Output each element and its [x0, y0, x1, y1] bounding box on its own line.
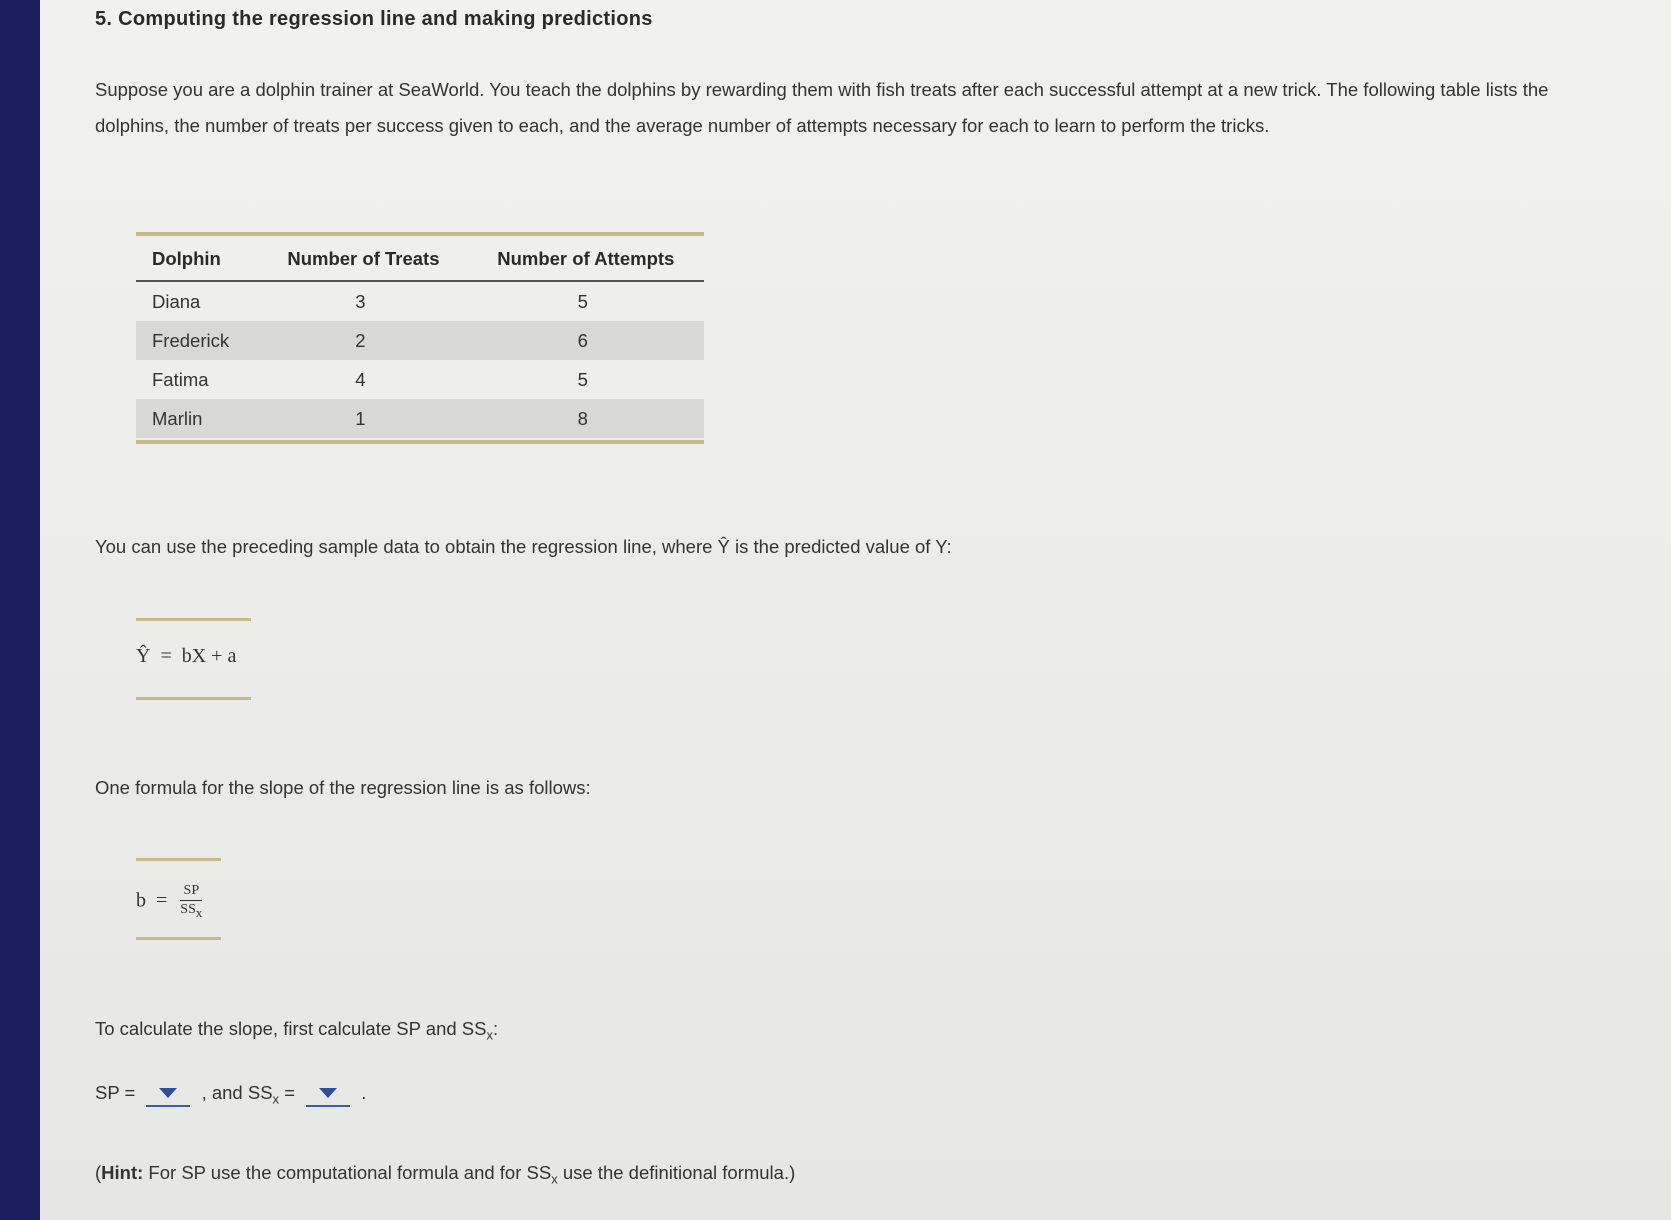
slope-denominator: $SS_x$	[180, 902, 203, 920]
question-intro: Suppose you are a dolphin trainer at SeaWorld. You teach the dolphins by rewarding them with fish treats after each successful attempt at a new trick. The following table lists the dolphins, the number of treats per success given to each, and the average number of attempts necessary for each to learn to perform the tricks.	[95, 79, 1549, 136]
left-sidebar-bar	[0, 0, 40, 1220]
dolphin-name: Frederick	[136, 321, 259, 360]
slope-formula	[136, 883, 202, 921]
answer-line	[95, 1082, 366, 1107]
question-title: 5. Computing the regression line and making predictions	[95, 8, 653, 30]
column-header-attempts: Number of Attempts	[468, 236, 704, 281]
answer-end: .	[361, 1082, 367, 1103]
attempts-value: 6	[468, 321, 704, 360]
and-ssx-label: , and $SS_x$ =	[201, 1082, 295, 1107]
ssx-dropdown[interactable]	[306, 1083, 350, 1107]
equation-top-rule	[136, 618, 251, 621]
sp-dropdown[interactable]	[146, 1083, 190, 1107]
table-row	[136, 399, 704, 438]
dolphin-name: Diana	[152, 290, 201, 312]
dolphin-table	[136, 232, 704, 444]
regression-intro: You can use the preceding sample data to obtain the regression line, where Ŷ is the predicted value of Y:	[95, 536, 952, 557]
attempts-value: 5	[577, 368, 588, 390]
attempts-value: 8	[468, 399, 704, 438]
treats-value: 1	[259, 399, 467, 438]
treats-value: 2	[259, 321, 467, 360]
table-row	[136, 360, 704, 399]
attempts-value: 5	[577, 290, 588, 312]
slope-top-rule	[136, 858, 221, 861]
yhat-symbol: Ŷ	[136, 645, 151, 667]
slope-intro: One formula for the slope of the regression line is as follows:	[95, 777, 591, 798]
table-row	[136, 321, 704, 360]
table-header-row	[136, 236, 704, 281]
slope-fraction	[180, 883, 202, 921]
slope-b: b	[136, 889, 146, 912]
slope-equals: =	[156, 889, 168, 912]
chevron-down-icon	[159, 1088, 177, 1098]
treats-value: 3	[355, 290, 366, 312]
chevron-down-icon	[319, 1088, 337, 1098]
equation-equals: =	[160, 645, 172, 667]
slope-bottom-rule	[136, 937, 221, 940]
table-row	[136, 281, 704, 321]
treats-value: 4	[355, 368, 366, 390]
equation-rhs: bX + a	[181, 645, 237, 667]
hint-text: (Hint: For SP use the computational formula and for $SS_x$ use the definitional formula.)	[95, 1162, 796, 1187]
slope-numerator: SP	[180, 883, 202, 901]
equation-bottom-rule	[136, 697, 251, 700]
calc-intro: To calculate the slope, first calculate SP and $SS_x$:	[95, 1018, 499, 1043]
question-page	[40, 0, 1671, 1220]
dolphin-name: Fatima	[152, 368, 209, 390]
column-header-dolphin: Dolphin	[136, 236, 259, 281]
regression-equation	[136, 645, 236, 668]
table-bottom-rule	[136, 440, 704, 444]
dolphin-name: Marlin	[136, 399, 259, 438]
sp-label: SP =	[95, 1082, 136, 1103]
column-header-treats: Number of Treats	[259, 236, 467, 281]
